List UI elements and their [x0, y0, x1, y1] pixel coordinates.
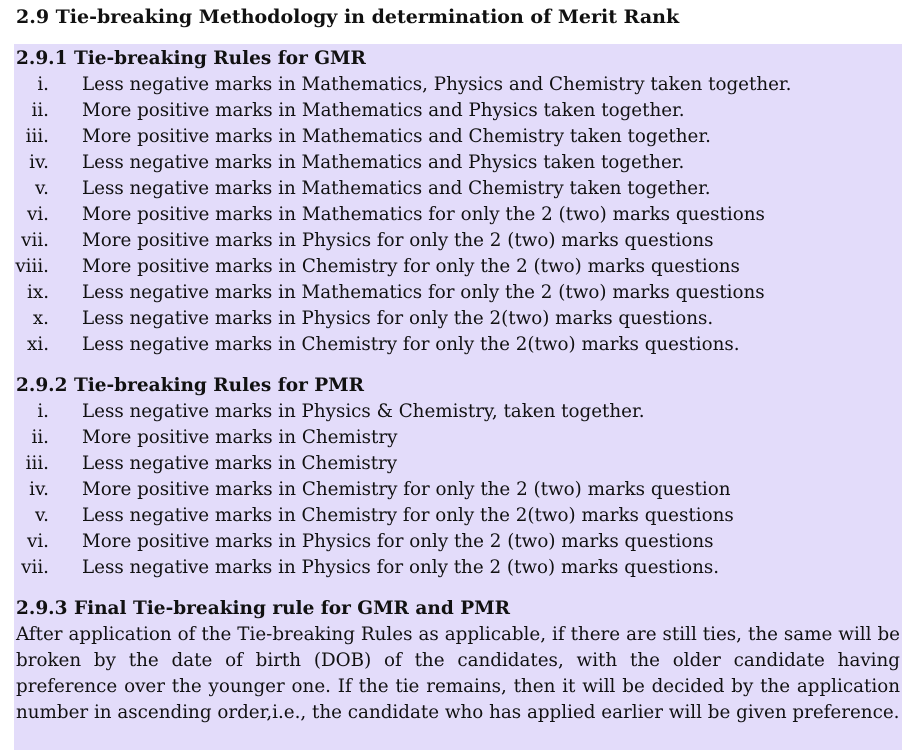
rule-number: vii. — [21, 557, 49, 578]
rule-text: More positive marks in Chemistry for only the 2 (two) marks questions — [82, 256, 740, 277]
rule-number: v. — [35, 178, 49, 199]
rule-text: Less negative marks in Chemistry — [82, 453, 398, 474]
rule-number: vi. — [27, 204, 49, 225]
rule-number: iv. — [29, 479, 49, 500]
rule-number: i. — [37, 74, 49, 95]
final-rule-paragraph: After application of the Tie-breaking Rules as applicable, if there are still ties, the same will be broken by the date of birth (DOB) of the candidates, with the older candidate having preference over the younger one. If the tie remains, then it will be decided by the application number in ascending order,i.e., the candidate who has applied earlier will be given preference. — [16, 624, 900, 723]
section-title: 2.9 Tie-breaking Methodology in determination of Merit Rank — [16, 6, 680, 28]
rule-text: Less negative marks in Chemistry for only the 2(two) marks questions. — [82, 334, 740, 355]
rule-text: Less negative marks in Physics for only the 2 (two) marks questions. — [82, 557, 720, 578]
rule-text: More positive marks in Physics for only the 2 (two) marks questions — [82, 230, 714, 251]
rule-number: v. — [35, 505, 49, 526]
rule-number: ix. — [27, 282, 49, 303]
rule-text: More positive marks in Mathematics and Chemistry taken together. — [82, 126, 711, 147]
rule-text: Less negative marks in Mathematics and Physics taken together. — [82, 152, 685, 173]
gmr-heading: 2.9.1 Tie-breaking Rules for GMR — [16, 48, 366, 69]
final-heading: 2.9.3 Final Tie-breaking rule for GMR and PMR — [16, 598, 510, 619]
rule-number: ii. — [31, 427, 49, 448]
rule-number: iv. — [29, 152, 49, 173]
rule-text: Less negative marks in Mathematics for only the 2 (two) marks questions — [82, 282, 765, 303]
rule-text: Less negative marks in Chemistry for only the 2(two) marks questions — [82, 505, 734, 526]
rule-text: More positive marks in Physics for only the 2 (two) marks questions — [82, 531, 714, 552]
rule-text: More positive marks in Mathematics and Physics taken together. — [82, 100, 685, 121]
rule-text: More positive marks in Chemistry — [82, 427, 398, 448]
rule-text: Less negative marks in Mathematics and Chemistry taken together. — [82, 178, 711, 199]
rule-text: More positive marks in Chemistry for only the 2 (two) marks question — [82, 479, 731, 500]
rule-text: More positive marks in Mathematics for only the 2 (two) marks questions — [82, 204, 765, 225]
rule-text: Less negative marks in Physics & Chemistry, taken together. — [82, 401, 645, 422]
rule-text: Less negative marks in Physics for only the 2(two) marks questions. — [82, 308, 714, 329]
rule-number: vi. — [27, 531, 49, 552]
rule-number: i. — [37, 401, 49, 422]
rule-number: iii. — [25, 453, 49, 474]
rule-number: ii. — [31, 100, 49, 121]
rule-number: vii. — [21, 230, 49, 251]
rule-number: x. — [32, 308, 49, 329]
pmr-heading: 2.9.2 Tie-breaking Rules for PMR — [16, 375, 365, 396]
rule-text: Less negative marks in Mathematics, Physics and Chemistry taken together. — [82, 74, 792, 95]
rule-number: xi. — [27, 334, 49, 355]
rule-number: iii. — [25, 126, 49, 147]
rule-number: viii. — [15, 256, 49, 277]
